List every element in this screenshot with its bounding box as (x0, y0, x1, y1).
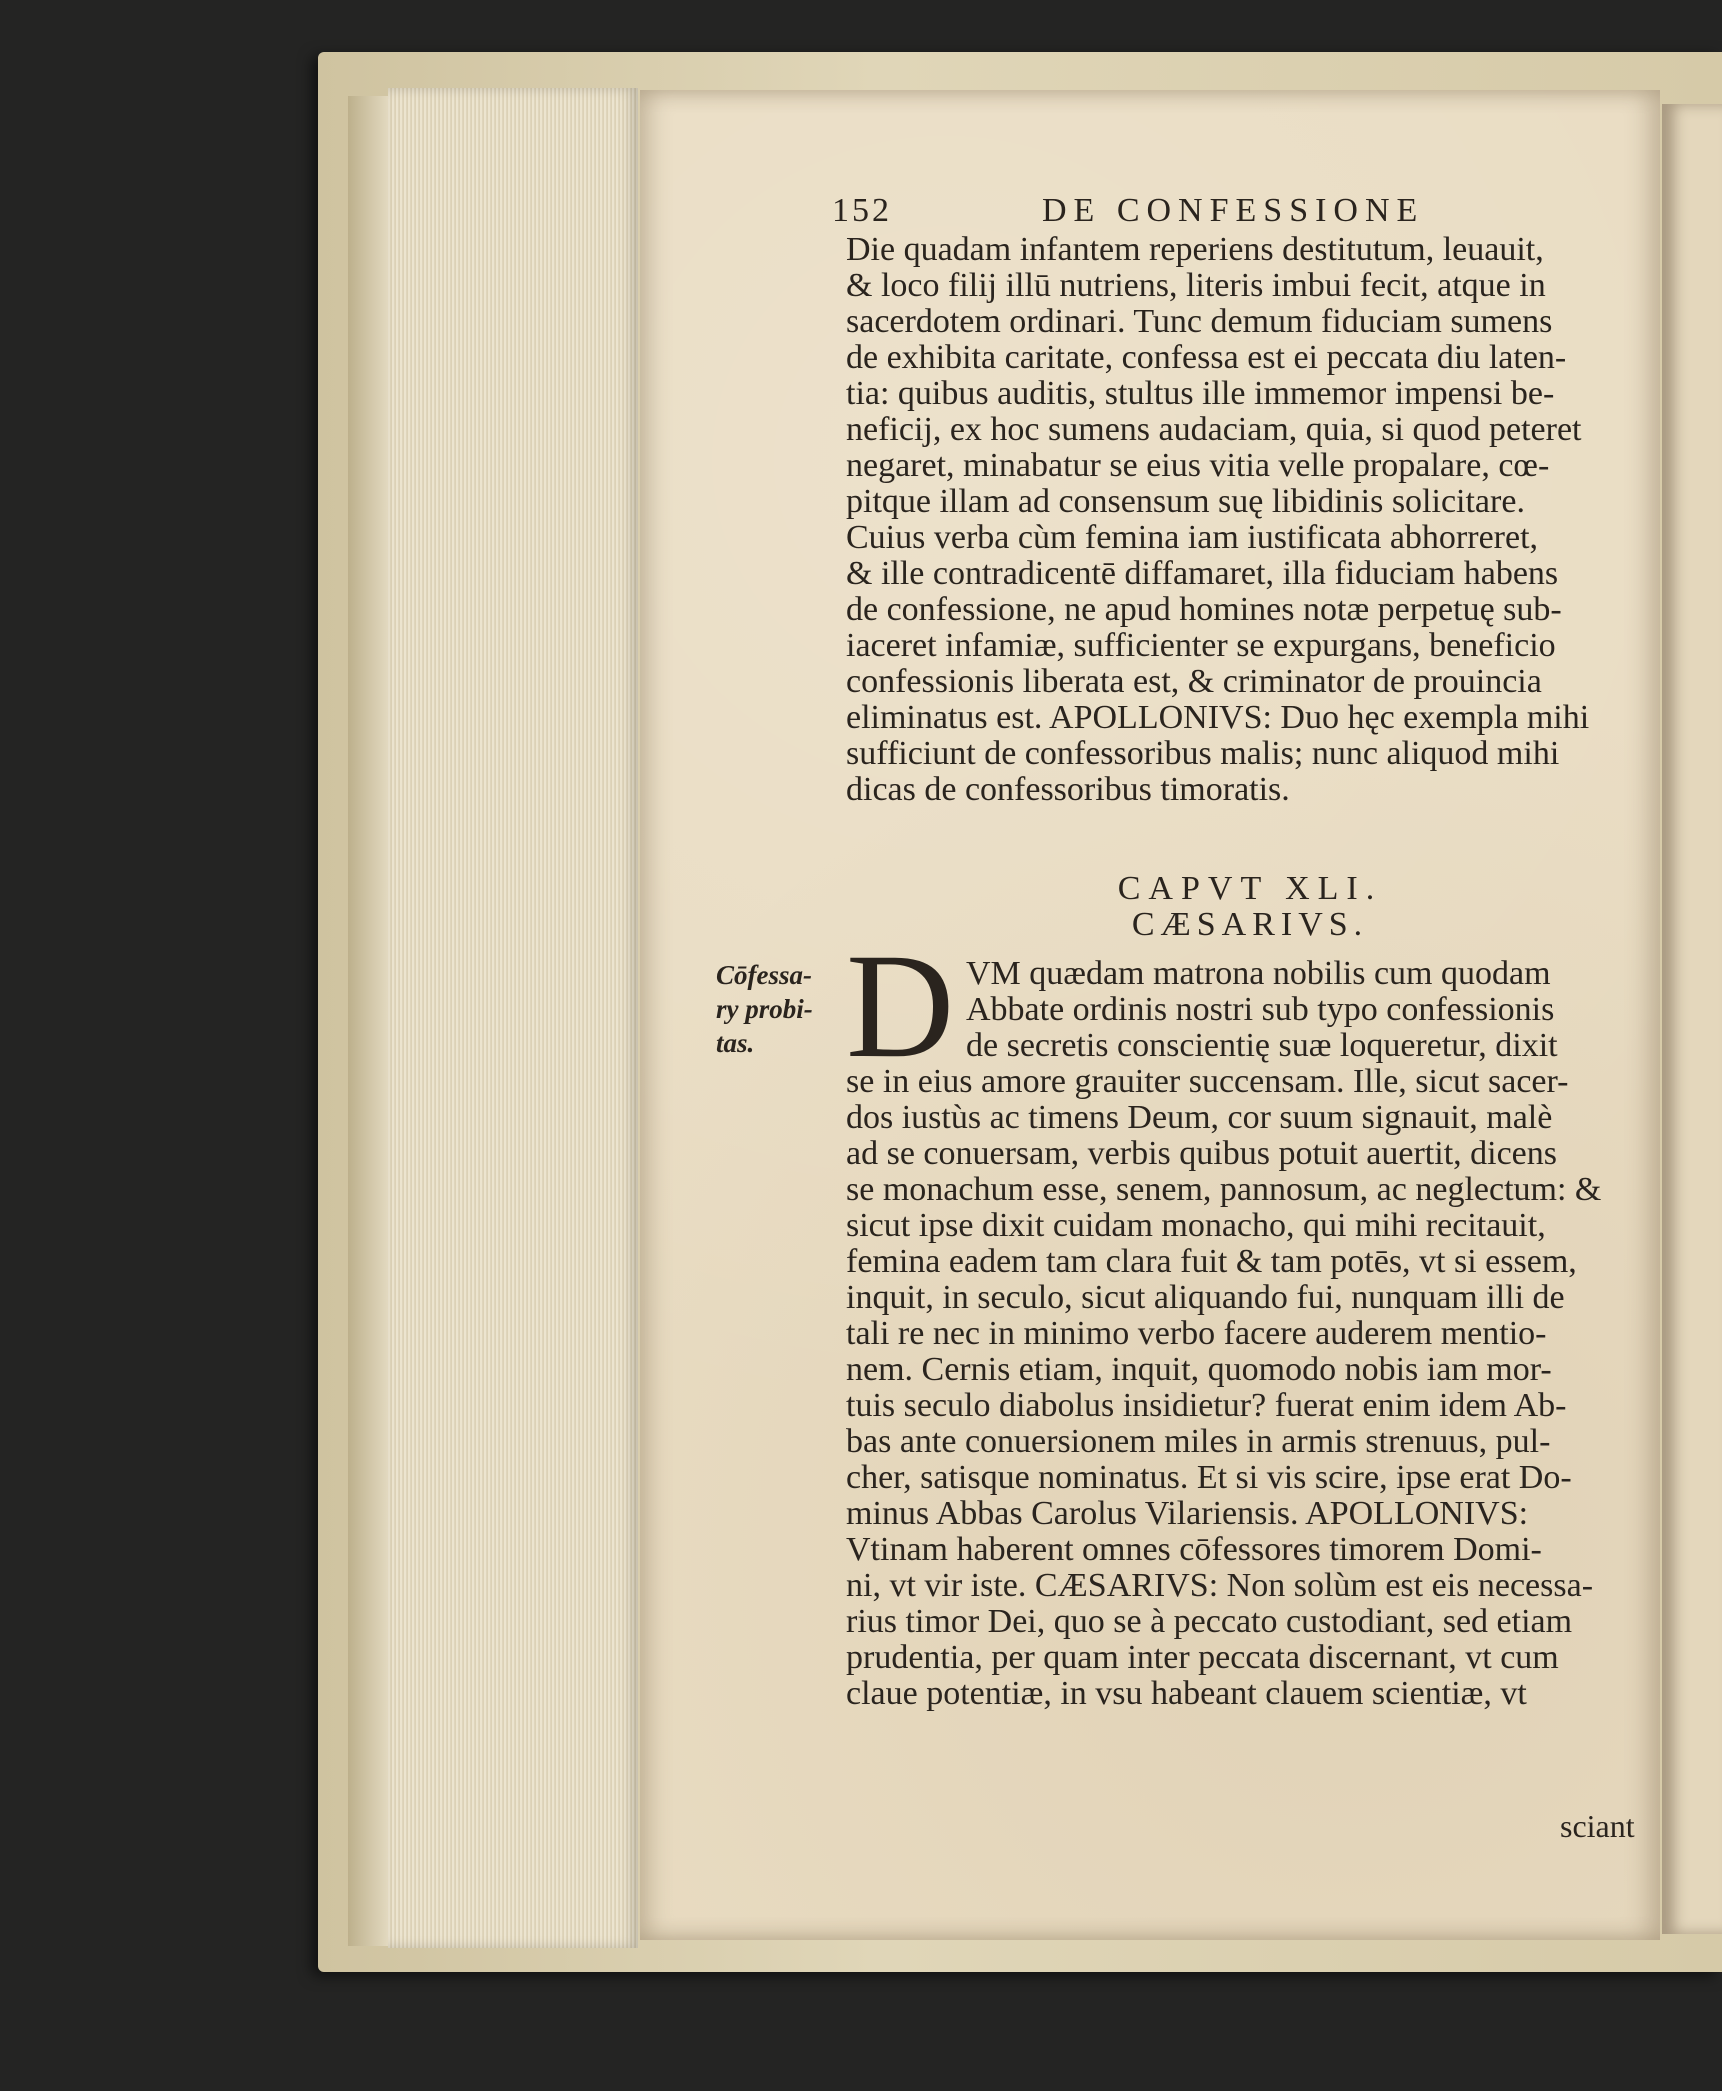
text-line: se monachum esse, senem, pannosum, ac neglectum: & (846, 1172, 1602, 1208)
text-line: inquit, in seculo, sicut aliquando fui, nunquam illi de (846, 1280, 1565, 1316)
text-line: sufficiunt de confessoribus malis; nunc aliquod mihi (846, 736, 1560, 772)
text-line: pitque illam ad consensum suę libidinis solicitare. (846, 484, 1525, 520)
drop-cap: D (846, 923, 955, 1089)
speaker-heading: CÆSARIVS. (1131, 906, 1369, 943)
text-line: de exhibita caritate, confessa est ei peccata diu laten- (846, 340, 1567, 376)
text-line: de secretis conscientię suæ loqueretur, dixit (966, 1028, 1558, 1064)
marginal-line: ry probi- (716, 994, 813, 1024)
text-line: nem. Cernis etiam, inquit, quomodo nobis iam mor- (846, 1352, 1552, 1388)
text-line: VM quædam matrona nobilis cum quodam (966, 956, 1551, 992)
text-line: & loco filij illū nutriens, literis imbui fecit, atque in (846, 268, 1546, 304)
page-block-edge (388, 88, 638, 1948)
text-line: rius timor Dei, quo se à peccato custodiant, sed etiam (846, 1604, 1573, 1640)
text-line: Vtinam haberent omnes cōfessores timorem Domi- (846, 1532, 1542, 1568)
text-line: Die quadam infantem reperiens destitutum, leuauit, (846, 232, 1544, 268)
running-title: DE CONFESSIONE (1042, 192, 1425, 229)
marginal-note (716, 958, 828, 1060)
text-line: iaceret infamiæ, sufficienter se expurgans, beneficio (846, 628, 1556, 664)
text-line: de confessione, ne apud homines notæ perpetuę sub- (846, 592, 1562, 628)
chapter-heading: CAPVT XLI. (1117, 870, 1383, 907)
facing-page-edge (1662, 104, 1722, 1934)
text-line: tali re nec in minimo verbo facere auderem mentio- (846, 1316, 1547, 1352)
paragraph-1 (846, 232, 1654, 808)
text-line: bas ante conuersionem miles in armis strenuus, pul- (846, 1424, 1551, 1460)
text-line: minus Abbas Carolus Vilariensis. APOLLONIVS: (846, 1496, 1529, 1532)
text-line: tia: quibus auditis, stultus ille immemor impensi be- (846, 376, 1555, 412)
text-line: dicas de confessoribus timoratis. (846, 772, 1290, 808)
paragraph-2 (846, 1064, 1654, 1712)
text-line: confessionis liberata est, & criminator de prouincia (846, 664, 1542, 700)
text-line: Abbate ordinis nostri sub typo confessionis (966, 992, 1555, 1028)
text-line: se in eius amore grauiter succensam. Ille, sicut sacer- (846, 1064, 1569, 1100)
catchword: sciant (1560, 1808, 1635, 1844)
text-line: negaret, minabatur se eius vitia velle propalare, cœ- (846, 448, 1550, 484)
text-line: sicut ipse dixit cuidam monacho, qui mihi recitauit, (846, 1208, 1546, 1244)
running-head (832, 192, 1468, 234)
text-line: eliminatus est. APOLLONIVS: Duo hęc exempla mihi (846, 700, 1590, 736)
text-line: ni, vt vir iste. CÆSARIVS: Non solùm est eis necessa- (846, 1568, 1594, 1604)
text-line: claue potentiæ, in vsu habeant clauem scientiæ, vt (846, 1676, 1527, 1712)
text-line: & ille contradicentē diffamaret, illa fiduciam habens (846, 556, 1559, 592)
text-line: tuis seculo diabolus insidietur? fuerat enim idem Ab- (846, 1388, 1567, 1424)
marginal-line: tas. (716, 1028, 755, 1058)
text-line: femina eadem tam clara fuit & tam potēs, vt si essem, (846, 1244, 1577, 1280)
text-line: prudentia, per quam inter peccata discernant, vt cum (846, 1640, 1559, 1676)
paragraph-2-indented (966, 956, 1654, 1064)
text-line: dos iustùs ac timens Deum, cor suum signauit, malè (846, 1100, 1553, 1136)
page-number: 152 (832, 192, 892, 229)
text-line: neficij, ex hoc sumens audaciam, quia, si quod peteret (846, 412, 1582, 448)
text-line: ad se conuersam, verbis quibus potuit auertit, dicens (846, 1136, 1557, 1172)
text-line: sacerdotem ordinari. Tunc demum fiduciam sumens (846, 304, 1553, 340)
marginal-line: Cōfessa- (716, 960, 812, 990)
text-line: Cuius verba cùm femina iam iustificata abhorreret, (846, 520, 1539, 556)
text-line: cher, satisque nominatus. Et si vis scire, ipse erat Do- (846, 1460, 1572, 1496)
book-board-edge (348, 96, 390, 1946)
